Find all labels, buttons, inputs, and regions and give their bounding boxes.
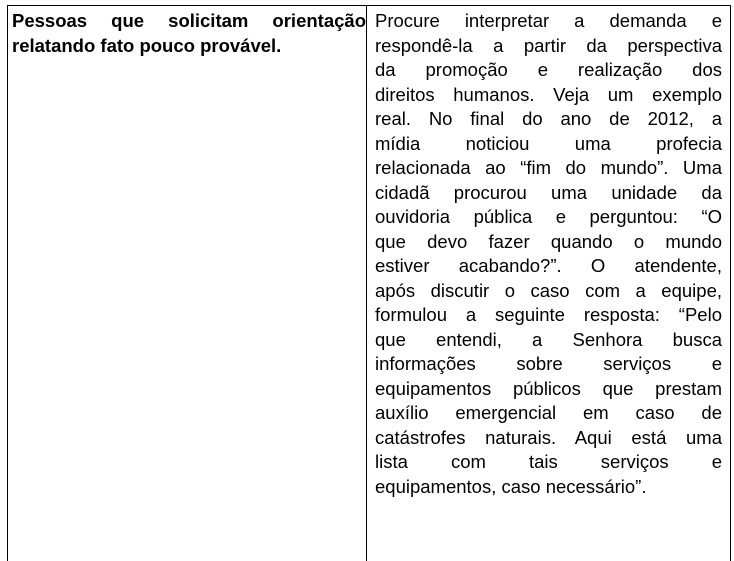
guidance-text-line: Procure interpretar a demanda e <box>375 10 722 31</box>
guidance-text-line: relacionada ao “fim do mundo”. Uma <box>375 157 722 178</box>
guidance-text <box>375 9 722 499</box>
category-heading <box>12 9 366 58</box>
guidance-text-line: respondê-la a partir da perspectiva <box>375 34 722 56</box>
category-heading-line: relatando fato pouco provável. <box>12 34 282 56</box>
table-cell-category <box>8 6 367 561</box>
guidance-text-line: direitos humanos. Veja um exemplo <box>375 83 722 105</box>
content-table <box>7 5 731 561</box>
guidance-text-line: real. No final do ano de 2012, a <box>375 108 722 129</box>
guidance-text-line: auxílio emergencial em caso de <box>375 402 722 423</box>
guidance-text-line: equipamentos públicos que prestam <box>375 377 722 399</box>
guidance-text-line: catástrofes naturais. Aqui está uma <box>375 426 722 448</box>
guidance-text-line: informações sobre serviços e <box>375 353 722 374</box>
guidance-text-line: que entendi, a Senhora busca <box>375 328 722 350</box>
guidance-text-line: lista com tais serviços e <box>375 451 722 472</box>
guidance-text-line: formulou a seguinte resposta: “Pelo <box>375 304 722 325</box>
guidance-text-line: que devo fazer quando o mundo <box>375 230 722 252</box>
guidance-text-line: ouvidoria pública e perguntou: “O <box>375 206 722 227</box>
category-heading-line: Pessoas que solicitam orientação <box>12 10 366 31</box>
guidance-text-line: cidadã procurou uma unidade da <box>375 181 722 203</box>
guidance-text-line: da promoção e realização dos <box>375 59 722 80</box>
guidance-text-line: mídia noticiou uma profecia <box>375 132 722 154</box>
table-cell-guidance <box>367 6 730 561</box>
guidance-text-line: após discutir o caso com a equipe, <box>375 279 722 301</box>
guidance-text-line: equipamentos, caso necessário”. <box>375 475 647 497</box>
guidance-text-line: estiver acabando?”. O atendente, <box>375 255 722 276</box>
